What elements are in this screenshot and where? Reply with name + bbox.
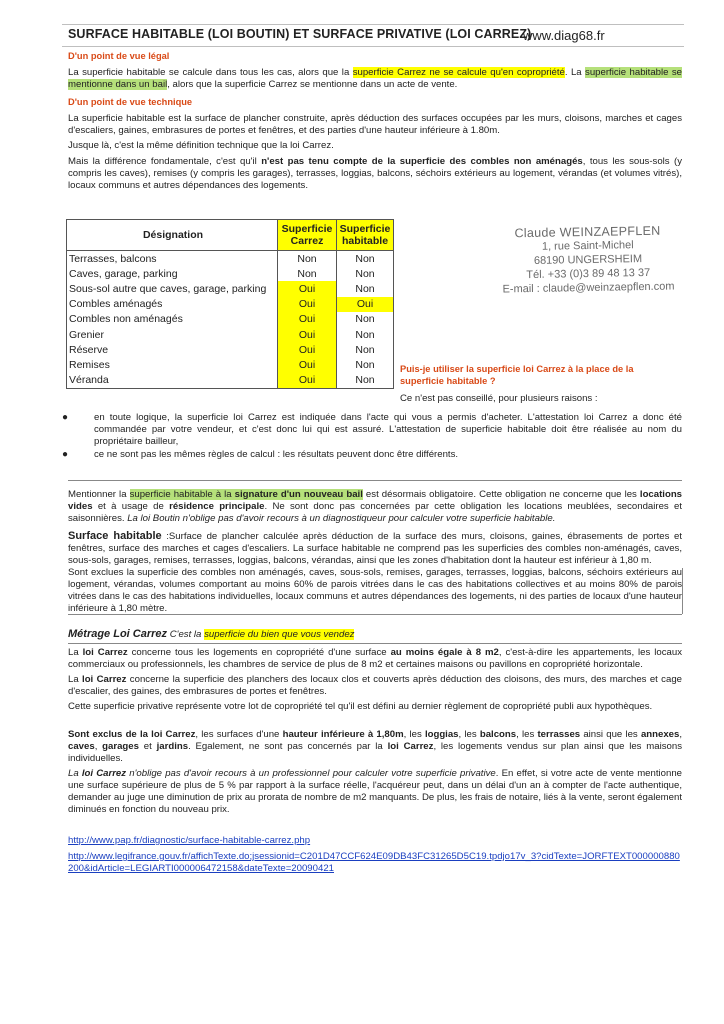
technical-heading: D'un point de vue technique xyxy=(68,97,193,107)
text: concerne la superficie des planchers des locaux clos et couverts après déduction des cloisons, des murs, des marches et cage d'escalier, des gaines, des embrasures de portes et fenêtres. xyxy=(68,674,682,697)
text: concerne tous les logements en copropriété d'une surface xyxy=(127,647,391,658)
habitable-value: Non xyxy=(337,312,394,327)
text: Mais la différence fondamentale, c'est qu'il xyxy=(68,156,262,167)
highlight xyxy=(130,489,363,500)
text: et à usage de xyxy=(92,501,170,512)
surface-habitable-paragraph xyxy=(68,530,682,615)
comparison-table xyxy=(66,219,394,389)
carrez-value: Oui xyxy=(278,297,337,312)
text: . Egalement, ne sont pas concernés par la xyxy=(188,741,388,752)
box-top-rule xyxy=(68,480,682,481)
header xyxy=(68,27,682,47)
habitable-value: Oui xyxy=(337,297,394,312)
text: Mentionner la xyxy=(68,489,130,500)
habitable-value: Non xyxy=(337,251,394,267)
bold-text: loi Carrez xyxy=(82,674,127,685)
text: . Ne sont donc pas concernées par cette obligation les locations meublées, secondaires et saisonnières. xyxy=(68,501,682,524)
text: :Surface de plancher calculée après déduction de la surface des murs, cloisons, gaines, ébrasements de portes et fenêtres, surface des marches et cages d'escaliers. La surface habitable ne comprend pas les superficies des combles non-aménagés, caves, sous-sols, garages, remises, terrasses, loggias, balcons, vérandas, ainsi que les zones d'habitation dont la hauteur est inférieur à 1,80 m. xyxy=(68,531,682,566)
bullet-item xyxy=(62,412,682,448)
text: n'oblige pas d'avoir recours à un professionnel pour calculer votre superficie privative xyxy=(126,768,496,779)
table-row xyxy=(67,251,394,267)
text: La xyxy=(68,647,83,658)
highlight: superficie habitable se mentionne dans un bail xyxy=(68,67,683,90)
table-row xyxy=(67,327,394,342)
bullet-item xyxy=(62,449,682,463)
technical-paragraph-1: La superficie habitable est la surface de plancher construite, après déduction des surfaces occupées par les murs, cloisons, marches et cages d'escaliers, gaines, embrasures de portes et fenêtres, et des parties d'une hauteur inférieure à 1.80m. xyxy=(68,113,682,136)
row-label: Remises xyxy=(67,357,278,372)
row-label: Réserve xyxy=(67,342,278,357)
bold-text: loi Carrez xyxy=(82,647,128,658)
table-row xyxy=(67,297,394,312)
text: . En effet, si votre acte de vente mentionne une surface supérieure de plus de 5 % par rapport à la surface réelle, l'acquéreur peut, dans un délai d'un an à compter de l'acte authentique, demander au juge une diminution de prix au prorata de nombre de m2 manquants. De plus, les frais de notaire, liés à la vente, seront également diminués en fonction du nouveau prix. xyxy=(68,768,682,815)
table-row xyxy=(67,312,394,327)
text: est désormais obligatoire. Cette obligation ne concerne que les xyxy=(362,489,640,500)
habitable-value: Non xyxy=(337,281,394,296)
row-label: Sous-sol autre que caves, garage, parking xyxy=(67,281,278,296)
text: La xyxy=(68,674,83,685)
carrez-value: Oui xyxy=(278,357,337,372)
carrez-paragraph-2 xyxy=(68,674,682,698)
stamp-phone: Tél. +33 (0)3 89 48 13 37 xyxy=(526,266,651,282)
bail-paragraph xyxy=(68,489,682,525)
header-carrez: Superficie Carrez xyxy=(278,220,337,251)
carrez-value: Oui xyxy=(278,281,337,296)
bold-text: n'est pas tenu compte de la superficie des combles non aménagés xyxy=(261,156,583,167)
table-header-row xyxy=(67,220,394,251)
habitable-value: Non xyxy=(337,373,394,389)
title-text: Métrage Loi Carrez xyxy=(68,628,168,640)
text: Sont exclues la superficie des combles non aménagés, caves, sous-sols, remises, garages, terrasses, loggias, balcons, séchoirs extérieurs au logement, vérandas, volumes comportant au moins 60% de parois vitrées dans le cas des habitations collectives et au moins 80% de parois vitrées dans le cas des habitations individuelles, locaux communs et autres dépendances des logements, ni des parties de locaux d'une hauteur inférieure à 1,80 mètre. xyxy=(68,567,682,614)
italic-text: La loi Boutin n'oblige pas d'avoir recours à un diagnostiqueur pour calculer votre superficie habitable. xyxy=(127,513,556,524)
link-legifrance[interactable]: http://www.legifrance.gouv.fr/affichTexte.do;jsessionid=C201D47CCF624E09DB43FC31265D5C19.tpdjo17v_3?cidTexte=JORFTEXT000000880200&idArticle=LEGIARTI000006472158&dateTexte=20090421 xyxy=(68,851,680,874)
text: La superficie habitable se calcule dans tous les cas, alors que la xyxy=(68,67,353,78)
row-label: Grenier xyxy=(67,327,278,342)
text: , xyxy=(679,729,683,740)
text: , les surfaces d'une xyxy=(195,729,283,740)
bold-text: loi Carrez xyxy=(387,741,434,752)
table-row xyxy=(67,281,394,296)
highlight: superficie du bien que vous vendez xyxy=(204,629,355,640)
carrez-value: Non xyxy=(278,266,337,281)
carrez-title xyxy=(68,628,354,640)
bold-text: résidence principale xyxy=(169,501,265,512)
question-heading: Puis-je utiliser la superficie loi Carrez à la place de la superficie habitable ? xyxy=(400,364,634,386)
habitable-value: Non xyxy=(337,327,394,342)
row-label: Combles aménagés xyxy=(67,297,278,312)
website-label: www.diag68.fr xyxy=(523,28,605,43)
carrez-paragraph-4 xyxy=(68,729,682,765)
text: La xyxy=(68,768,82,779)
bold-text: au moins égale à 8 m2 xyxy=(390,647,499,658)
text: , les xyxy=(403,729,425,740)
bullet-text: en toute logique, la superficie loi Carrez est indiquée dans l'acte qui vous a permis d'acheter. L'attestation loi Carrez a donc été commandée par votre vendeur, et c'est donc lui qui est assuré. L'attestation de superficie habitable doit être réalisée au nom du propriétaire bailleur, xyxy=(94,412,682,447)
carrez-value: Oui xyxy=(278,342,337,357)
text: C'est la xyxy=(167,629,205,640)
table-row xyxy=(67,266,394,281)
bold-text: signature d'un nouveau bail xyxy=(234,489,363,500)
carrez-rule xyxy=(68,643,682,644)
text: , les xyxy=(516,729,538,740)
text: , xyxy=(94,741,103,752)
text: . La xyxy=(564,67,586,78)
stamp-name: Claude WEINZAEPFLEN xyxy=(514,223,661,241)
title-rule xyxy=(62,46,684,47)
bold-text: terrasses xyxy=(537,729,581,740)
bullet-dot-icon: ● xyxy=(62,449,69,460)
legal-paragraph xyxy=(68,67,682,91)
bold-text: annexes xyxy=(640,729,680,740)
box-bottom-rule xyxy=(68,614,682,615)
bold-text: garages xyxy=(102,741,139,752)
bold-text: loggias xyxy=(424,729,459,740)
carrez-value: Non xyxy=(278,251,337,267)
bold-text: caves xyxy=(68,741,95,752)
technical-paragraph-3 xyxy=(68,156,682,192)
table-row xyxy=(67,357,394,372)
row-label: Combles non aménagés xyxy=(67,312,278,327)
bullet-dot-icon: ● xyxy=(62,412,69,423)
link-pap[interactable]: http://www.pap.fr/diagnostic/surface-habitable-carrez.php xyxy=(68,835,311,846)
stamp-email: E-mail : claude@weinzaepflen.com xyxy=(502,280,675,296)
bold-text: balcons xyxy=(479,729,517,740)
text: , tous les sous-sols (y compris les caves), remises (y compris les garages), terrasses, loggias, balcons, séchoirs extérieurs au logement, vérandas (et volumes vitrés), locaux communs et autres dépendances des logements. xyxy=(68,156,682,191)
row-label: Véranda xyxy=(67,373,278,389)
company-stamp xyxy=(497,223,678,296)
text: , alors que la superficie Carrez se mentionne dans un acte de vente. xyxy=(167,79,458,90)
carrez-paragraph-5 xyxy=(68,768,682,816)
text: , les xyxy=(458,729,480,740)
question-answer: Ce n'est pas conseillé, pour plusieurs raisons : xyxy=(400,393,598,404)
text: ainsi que les xyxy=(580,729,641,740)
carrez-paragraph-3: Cette superficie privative représente votre lot de copropriété tel qu'il est défini au dernier règlement de copropriété publi aux hypothèques. xyxy=(68,701,653,712)
bullet-text: ce ne sont pas les mêmes règles de calcul : les résultats peuvent donc être différents. xyxy=(94,449,459,460)
header-designation: Désignation xyxy=(67,220,278,251)
bold-text: locations vides xyxy=(68,489,683,512)
stamp-city: 68190 UNGERSHEIM xyxy=(533,253,643,267)
bold-text: Sont exclus de la loi Carrez xyxy=(68,729,196,740)
habitable-value: Non xyxy=(337,342,394,357)
carrez-value: Oui xyxy=(278,312,337,327)
header-habitable: Superficie habitable xyxy=(337,220,394,251)
top-rule xyxy=(62,24,684,25)
carrez-value: Oui xyxy=(278,327,337,342)
highlight: superficie Carrez ne se calcule qu'en copropriété xyxy=(352,67,565,78)
carrez-paragraph-1 xyxy=(68,647,682,671)
row-label: Terrasses, balcons xyxy=(67,251,278,267)
box-side-rule xyxy=(682,568,683,614)
text: et xyxy=(138,741,157,752)
bold-text: loi Carrez xyxy=(81,768,127,779)
bold-text: Surface habitable xyxy=(68,530,162,542)
stamp-street: 1, rue Saint-Michel xyxy=(541,239,634,253)
text: superficie habitable à la xyxy=(129,489,235,500)
technical-paragraph-2: Jusque là, c'est la même définition technique que la loi Carrez. xyxy=(68,140,334,151)
table-row xyxy=(67,342,394,357)
carrez-value: Oui xyxy=(278,373,337,389)
page-title: SURFACE HABITABLE (LOI BOUTIN) ET SURFACE PRIVATIVE (LOI CARREZ) xyxy=(68,27,532,41)
table-row xyxy=(67,373,394,389)
bold-text: hauteur inférieure à 1,80m xyxy=(282,729,404,740)
habitable-value: Non xyxy=(337,266,394,281)
legal-heading: D'un point de vue légal xyxy=(68,51,170,61)
bold-text: jardins xyxy=(156,741,189,752)
row-label: Caves, garage, parking xyxy=(67,266,278,281)
habitable-value: Non xyxy=(337,357,394,372)
text: , les logements vendus sur plan ainsi que les maisons individuelles. xyxy=(68,741,682,764)
text: , c'est-à-dire les appartements, les locaux commerciaux ou professionnels, les chambres de service de plus de 8 m2 et certaines maisons ou pavillons en copropriété horizontale. xyxy=(68,647,682,670)
